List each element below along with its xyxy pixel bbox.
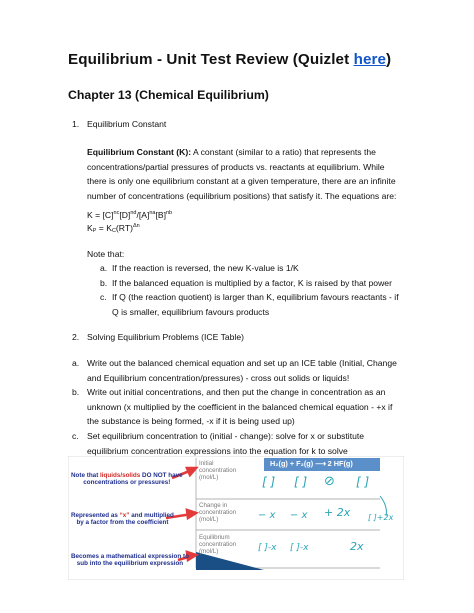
step-a-line-2: and Equilibrium concentration/pressures) - cross out solids or liquids! [87,372,350,383]
note-a-letter: a. [100,263,108,273]
note-a-text: If the reaction is reversed, the new K-value is 1/K [112,263,299,273]
note-c-text-1: If Q (the reaction quotient) is larger than K, equilibrium favours reactants - if [112,292,399,303]
chapter-heading: Chapter 13 (Chemical Equilibrium) [68,88,269,102]
quizlet-link[interactable]: here [353,51,387,68]
definition-line-2: concentrations/partial pressures of products vs. reactants at equilibrium. While [87,161,385,172]
section-1-number: 1. [72,119,80,129]
definition-line-1 [87,145,376,160]
hw-side-note: [ ]+2x [368,513,394,522]
hw-eq-f2: [ ]-x [290,543,309,553]
note-label: Note that: [87,249,125,259]
k-equation: $K = [C]^{nc}[D]^{nd}/[A]^{na}[B]^{nb}$ [87,210,173,220]
step-a-letter: a. [72,358,80,368]
step-b-letter: b. [72,387,80,398]
step-c-letter: c. [72,431,79,441]
section-2-number: 2. [72,332,80,342]
ice-table-figure [68,456,404,580]
note-b-text: If the balanced equation is multiplied by a factor, K is raised by that power [112,277,392,288]
kp-equation: $K_P = K_C(RT)^{\Delta n}$ [87,223,140,234]
definition-line-3: there is only one equilibrium constant at a given temperature, there are an infinite [87,176,396,187]
row-label-initial: Initial concentration (mol/L) [199,460,237,482]
definition-text-1: A constant (similar to a ratio) that represents the [191,147,376,157]
section-2-heading: Solving Equilibrium Problems (ICE Table) [87,332,244,342]
title-text: Equilibrium - Unit Test Review (Quizlet [68,51,354,68]
title-close: ) [386,51,392,68]
callout-represented-x: Represented as “x” and multiplied by a factor from the coefficient [71,512,174,527]
section-1-heading: Equilibrium Constant [87,119,167,129]
step-b-line-2: unknown (x multiplied by the coefficient in the balanced chemical equation - +x if [87,401,393,412]
equation-label: H₂(g) + F₂(g) ⟶ 2 HF(g) [270,459,353,468]
hw-initial-hf: [ ] [356,475,370,489]
page-title [68,51,391,68]
hw-initial-empty: ⊘ [324,474,335,489]
callout-expression: Becomes a mathematical expression to sub into the equilibrium expression [71,553,189,568]
hw-initial-f2: [ ] [294,475,308,489]
step-c-line-1: Set equilibrium concentration to (initial - change): solve for x or substitute [87,431,365,441]
callout-solids-liquids: Note that liquids/solids DO NOT have concentrations or pressures! [71,472,183,487]
row-label-equilibrium: Equilibrium concentration (mol/L) [199,534,237,556]
step-a-line-1: Write out the balanced chemical equation and set up an ICE table (Initial, Change [87,358,397,368]
step-b-line-3: the substance is being formed, -x if it is being used up) [87,416,295,427]
step-b-line-1: Write out initial concentrations, and then put the change in concentration as an [87,387,386,398]
hw-change-hf: + 2x [324,506,351,519]
hw-change-h2: − x [258,510,276,521]
definition-term: Equilibrium Constant (K): [87,147,192,157]
note-b-letter: b. [100,277,108,288]
hw-eq-h2: [ ]-x [258,543,277,553]
note-c-text-2: Q is smaller, equilibrium favours products [112,306,270,317]
hw-change-f2: − x [290,510,308,521]
step-c-line-2: equilibrium concentration expressions into the equation for k to solve [87,444,348,459]
definition-line-4: number of concentrations (equilibrium positions) that satisfy it. The equations are: [87,190,397,201]
hw-initial-h2: [ ] [262,475,276,489]
note-c-letter: c. [100,292,107,303]
hw-eq-hf: 2x [350,540,364,553]
row-label-change: Change in concentration (mol/L) [199,502,237,524]
